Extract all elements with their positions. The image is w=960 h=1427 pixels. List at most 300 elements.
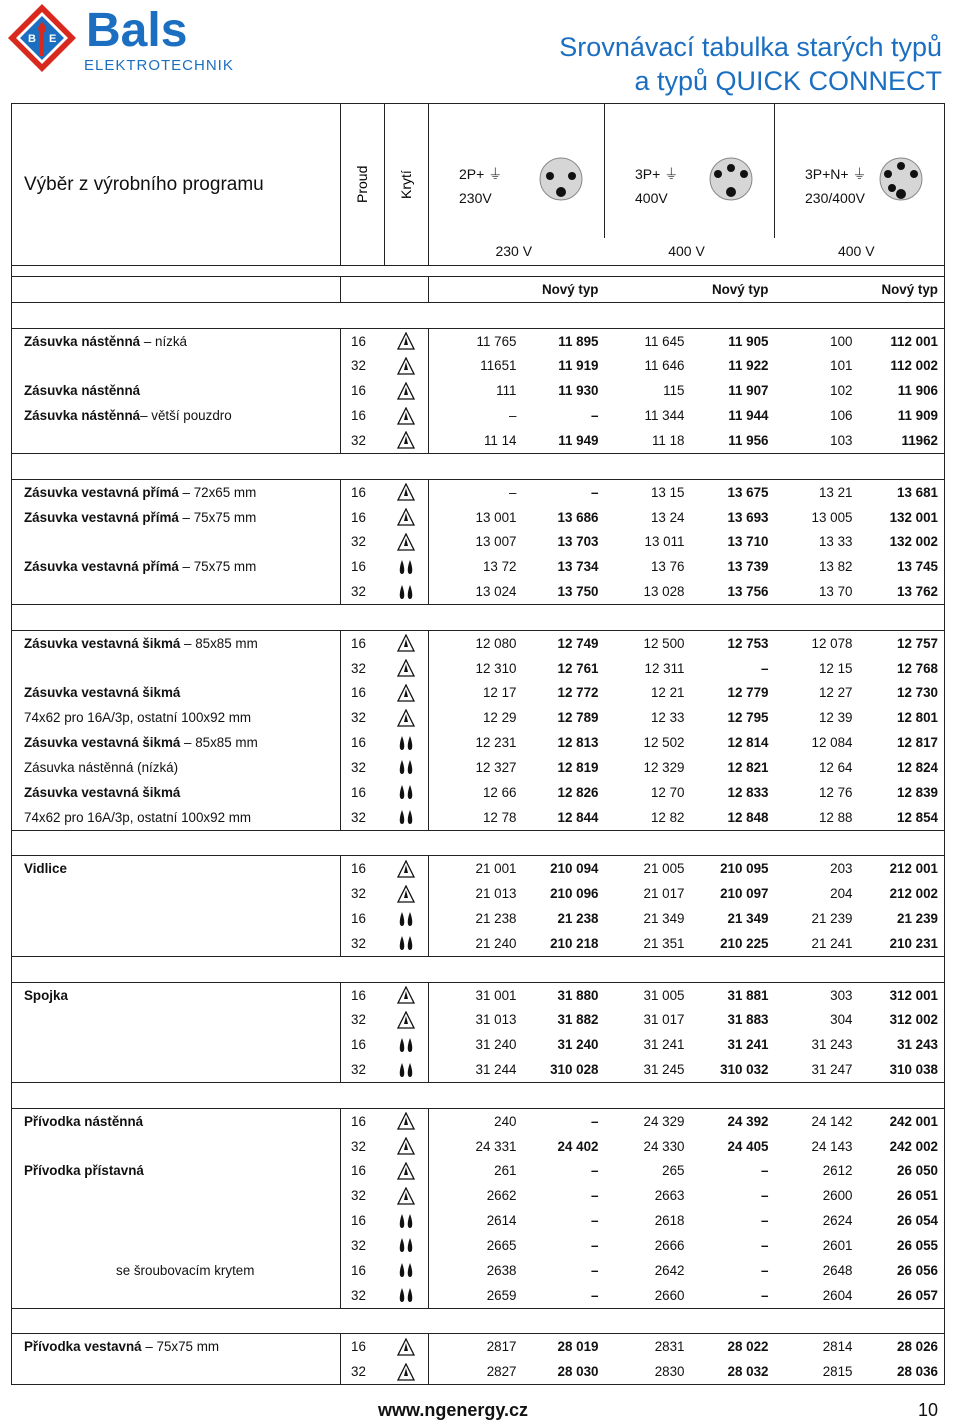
new-type-number: 12 761 bbox=[557, 660, 599, 676]
row-description: Přívodka nástěnná bbox=[12, 1108, 341, 1133]
table-row bbox=[12, 403, 945, 428]
new-type-number: 210 094 bbox=[550, 861, 599, 877]
section-divider bbox=[12, 302, 945, 328]
new-type-number: 28 026 bbox=[859, 1334, 945, 1359]
group-poles: 3P+N+ ⏚ bbox=[805, 165, 867, 182]
splash-proof-icon bbox=[397, 1112, 415, 1130]
row-description bbox=[12, 579, 341, 604]
splash-proof-icon bbox=[397, 357, 415, 375]
old-type-number: 12 82 bbox=[650, 809, 685, 825]
new-type-number: 12 795 bbox=[727, 710, 769, 726]
old-type-number: 24 143 bbox=[811, 1138, 853, 1154]
new-type-3: Nový typ bbox=[859, 277, 945, 303]
new-type-number: 112 001 bbox=[859, 328, 945, 353]
splash-proof-icon bbox=[397, 483, 415, 501]
old-type-number: 11 646 bbox=[644, 358, 685, 374]
new-type-number: 28 030 bbox=[523, 1359, 605, 1384]
current-cell: 16 bbox=[341, 906, 385, 931]
new-type-number: 31 241 bbox=[727, 1037, 769, 1053]
socket-face-icon bbox=[878, 156, 924, 202]
title-line-1: Srovnávací tabulka starých typů bbox=[559, 32, 942, 62]
current-cell: 32 bbox=[341, 1359, 385, 1384]
section-divider bbox=[12, 453, 945, 479]
table-row bbox=[12, 881, 945, 906]
current-cell: 32 bbox=[341, 1007, 385, 1032]
new-type-number: 13 681 bbox=[859, 479, 945, 504]
new-type-number: 13 686 bbox=[557, 509, 599, 525]
old-type-number: 2660 bbox=[654, 1287, 685, 1303]
volt-400b: 400 V bbox=[775, 238, 945, 266]
new-type-number: 210 096 bbox=[550, 886, 599, 902]
current-cell: 32 bbox=[341, 428, 385, 453]
new-type-number: 242 002 bbox=[859, 1134, 945, 1159]
new-type-number: 11 930 bbox=[558, 383, 599, 399]
old-type-number: 2666 bbox=[654, 1237, 685, 1253]
volt-230: 230 V bbox=[429, 238, 605, 266]
new-type-number: 21 238 bbox=[557, 911, 599, 927]
current-cell: 32 bbox=[341, 1233, 385, 1258]
current-cell: 32 bbox=[341, 931, 385, 956]
row-description bbox=[12, 1283, 341, 1308]
old-type-number: 21 001 bbox=[429, 856, 523, 881]
volt-400a: 400 V bbox=[668, 243, 705, 260]
old-type-number: 2830 bbox=[605, 1359, 691, 1384]
kryti-header bbox=[385, 104, 429, 266]
new-type-number: 26 050 bbox=[859, 1159, 945, 1184]
new-type-number: 26 051 bbox=[859, 1183, 945, 1208]
new-type-number: 12 749 bbox=[557, 635, 599, 651]
old-type-number: 2601 bbox=[822, 1237, 853, 1253]
old-type-number: 11 18 bbox=[651, 432, 685, 448]
old-type-number: 31 243 bbox=[811, 1037, 853, 1053]
new-type-number: 28 032 bbox=[691, 1359, 775, 1384]
old-type-number: 12 17 bbox=[429, 681, 523, 706]
new-type-number: 26 055 bbox=[859, 1233, 945, 1258]
old-type-number: 2638 bbox=[429, 1258, 523, 1283]
footer-url: www.ngenergy.cz bbox=[378, 1400, 529, 1420]
old-type-number: 12 66 bbox=[429, 780, 523, 805]
current-cell: 16 bbox=[341, 479, 385, 504]
splash-proof-icon bbox=[397, 431, 415, 449]
comparison-table bbox=[11, 103, 945, 1385]
new-type-number: 12 814 bbox=[727, 735, 769, 751]
splash-proof-icon bbox=[397, 407, 415, 425]
water-jet-icon bbox=[397, 934, 415, 952]
old-type-number: 2659 bbox=[429, 1283, 523, 1308]
group-poles: 3P+ ⏚ bbox=[635, 165, 679, 182]
current-cell: 32 bbox=[341, 529, 385, 554]
current-cell: 32 bbox=[341, 805, 385, 830]
new-type-number: 210 097 bbox=[720, 886, 769, 902]
old-type-number: 24 331 bbox=[429, 1134, 523, 1159]
new-type-number: 11 944 bbox=[728, 408, 769, 424]
new-type-number: 212 002 bbox=[859, 881, 945, 906]
old-type-number: 12 078 bbox=[811, 635, 853, 651]
old-type-number: 31 240 bbox=[429, 1032, 523, 1057]
new-type-number: 312 001 bbox=[859, 982, 945, 1007]
splash-proof-icon bbox=[397, 382, 415, 400]
new-type-number: – bbox=[591, 408, 599, 424]
table-row bbox=[12, 1159, 945, 1184]
old-type-number: 12 231 bbox=[429, 730, 523, 755]
new-type-number: – bbox=[761, 1163, 769, 1179]
table-row bbox=[12, 1283, 945, 1308]
new-type-number: – bbox=[591, 1213, 599, 1229]
splash-proof-icon bbox=[397, 885, 415, 903]
old-type-number: 13 001 bbox=[429, 505, 523, 530]
row-description bbox=[12, 354, 341, 379]
new-type-number: 212 001 bbox=[859, 856, 945, 881]
page-title bbox=[559, 30, 942, 98]
new-type-number: 28 022 bbox=[727, 1339, 769, 1355]
water-jet-icon bbox=[397, 1286, 415, 1304]
old-type-number: 12 76 bbox=[818, 784, 853, 800]
logo-name: Bals bbox=[86, 4, 188, 57]
old-type-number: 103 bbox=[830, 432, 853, 448]
current-cell: 16 bbox=[341, 554, 385, 579]
old-type-number: 2814 bbox=[822, 1339, 853, 1355]
new-type-number: 24 402 bbox=[557, 1138, 599, 1154]
old-type-number: 13 76 bbox=[650, 559, 685, 575]
table-row bbox=[12, 755, 945, 780]
old-type-number: 21 240 bbox=[429, 931, 523, 956]
new-type-number: – bbox=[591, 484, 599, 500]
current-cell: 16 bbox=[341, 1334, 385, 1359]
new-type-number: 310 028 bbox=[550, 1062, 599, 1078]
old-type-number: 21 239 bbox=[811, 911, 853, 927]
old-type-number: 2604 bbox=[822, 1287, 853, 1303]
new-type-number: 31 240 bbox=[557, 1037, 599, 1053]
old-type-number: 13 005 bbox=[811, 509, 853, 525]
table-row bbox=[12, 428, 945, 453]
current-cell: 32 bbox=[341, 354, 385, 379]
row-description: 74x62 pro 16A/3p, ostatní 100x92 mm bbox=[12, 705, 341, 730]
row-description bbox=[12, 1032, 341, 1057]
table-row bbox=[12, 630, 945, 655]
old-type-number: 31 245 bbox=[643, 1062, 685, 1078]
old-type-number: 12 64 bbox=[818, 759, 853, 775]
splash-proof-icon bbox=[397, 659, 415, 677]
old-type-number: 13 24 bbox=[650, 509, 685, 525]
current-cell: 16 bbox=[341, 630, 385, 655]
row-description bbox=[12, 428, 341, 453]
logo-badge-left: B bbox=[28, 33, 36, 45]
table-row bbox=[12, 328, 945, 353]
row-description bbox=[12, 1208, 341, 1233]
old-type-number: 11651 bbox=[429, 354, 523, 379]
kryti-label: Krytí bbox=[397, 169, 414, 199]
new-type-number: – bbox=[761, 1237, 769, 1253]
old-type-number: 13 024 bbox=[429, 579, 523, 604]
new-type-number: 210 225 bbox=[720, 935, 769, 951]
table-row bbox=[12, 730, 945, 755]
old-type-number: 24 330 bbox=[643, 1138, 685, 1154]
new-type-number: 28 019 bbox=[557, 1339, 599, 1355]
new-type-number: 28 036 bbox=[859, 1359, 945, 1384]
new-type-number: 12 819 bbox=[557, 759, 599, 775]
new-type-number: 12 768 bbox=[859, 656, 945, 681]
new-type-number: 13 762 bbox=[859, 579, 945, 604]
group-2p bbox=[429, 104, 605, 238]
program-header: Výběr z výrobního programu bbox=[12, 104, 341, 266]
row-description: se šroubovacím krytem bbox=[12, 1258, 341, 1283]
row-description: Přívodka přístavná bbox=[12, 1159, 341, 1184]
old-type-number: 304 bbox=[830, 1012, 853, 1028]
splash-proof-icon bbox=[397, 1187, 415, 1205]
new-type-number: 24 392 bbox=[727, 1113, 769, 1129]
table-row bbox=[12, 805, 945, 830]
old-type-number: 2815 bbox=[775, 1359, 859, 1384]
new-type-number: 13 750 bbox=[557, 584, 599, 600]
table-row bbox=[12, 1007, 945, 1032]
new-type-number: 12 779 bbox=[727, 685, 769, 701]
current-cell: 32 bbox=[341, 1183, 385, 1208]
new-type-number: 12 801 bbox=[859, 705, 945, 730]
logo-sub: ELEKTROTECHNIK bbox=[84, 57, 234, 74]
splash-proof-icon bbox=[397, 634, 415, 652]
table-row bbox=[12, 554, 945, 579]
old-type-number: 21 349 bbox=[643, 911, 685, 927]
table-row bbox=[12, 1208, 945, 1233]
new-type-number: 11 956 bbox=[728, 432, 769, 448]
section-divider bbox=[12, 956, 945, 982]
old-type-number: 12 33 bbox=[650, 710, 685, 726]
old-type-number: 21 241 bbox=[811, 935, 853, 951]
bals-logo bbox=[4, 0, 254, 78]
new-type-1: Nový typ bbox=[541, 281, 599, 297]
new-type-number: – bbox=[591, 1237, 599, 1253]
socket-face-icon bbox=[538, 156, 584, 202]
section-divider bbox=[12, 830, 945, 856]
row-description: 74x62 pro 16A/3p, ostatní 100x92 mm bbox=[12, 805, 341, 830]
old-type-number: 31 013 bbox=[429, 1007, 523, 1032]
old-type-number: 31 247 bbox=[811, 1062, 853, 1078]
old-type-number: 240 bbox=[429, 1108, 523, 1133]
old-type-number: 2662 bbox=[429, 1183, 523, 1208]
row-description bbox=[12, 529, 341, 554]
new-type-number: – bbox=[591, 1113, 599, 1129]
current-cell: 32 bbox=[341, 755, 385, 780]
new-type-number: 210 231 bbox=[859, 931, 945, 956]
row-description: Zásuvka vestavná přímá – 75x75 mm bbox=[12, 505, 341, 530]
water-jet-icon bbox=[397, 558, 415, 576]
proud-label: Proud bbox=[353, 165, 370, 203]
table-row bbox=[12, 656, 945, 681]
table-row bbox=[12, 1032, 945, 1057]
old-type-number: 31 241 bbox=[643, 1037, 685, 1053]
new-type-number: – bbox=[761, 1262, 769, 1278]
water-jet-icon bbox=[397, 910, 415, 928]
old-type-number: 31 244 bbox=[429, 1057, 523, 1082]
new-type-number: – bbox=[591, 1163, 599, 1179]
row-description: Zásuvka nástěnná– větší pouzdro bbox=[12, 403, 341, 428]
table-row bbox=[12, 354, 945, 379]
old-type-number: 13 21 bbox=[818, 484, 853, 500]
new-type-number: 11 895 bbox=[558, 333, 599, 349]
new-type-number: 26 057 bbox=[859, 1283, 945, 1308]
old-type-number: 21 005 bbox=[643, 861, 685, 877]
old-type-number: 13 72 bbox=[429, 554, 523, 579]
old-type-number: 24 142 bbox=[811, 1113, 853, 1129]
old-type-number: 102 bbox=[830, 383, 853, 399]
old-type-number: 111 bbox=[429, 378, 523, 403]
water-jet-icon bbox=[397, 1036, 415, 1054]
water-jet-icon bbox=[397, 1236, 415, 1254]
old-type-number: 11 344 bbox=[644, 408, 685, 424]
old-type-number: 265 bbox=[662, 1163, 685, 1179]
old-type-number: 12 29 bbox=[429, 705, 523, 730]
old-type-number: 13 82 bbox=[818, 559, 853, 575]
group-voltage: 400V bbox=[635, 189, 668, 206]
table-row bbox=[12, 1108, 945, 1133]
splash-proof-icon bbox=[397, 684, 415, 702]
old-type-number: 24 329 bbox=[643, 1113, 685, 1129]
water-jet-icon bbox=[397, 758, 415, 776]
table-row bbox=[12, 906, 945, 931]
new-type-number: 210 218 bbox=[550, 935, 599, 951]
old-type-number: 13 007 bbox=[429, 529, 523, 554]
splash-proof-icon bbox=[397, 709, 415, 727]
old-type-number: 31 017 bbox=[643, 1012, 685, 1028]
new-type-number: 12 844 bbox=[557, 809, 599, 825]
new-type-number: 31 880 bbox=[557, 987, 599, 1003]
splash-proof-icon bbox=[397, 332, 415, 350]
new-type-number: 132 001 bbox=[859, 505, 945, 530]
current-cell: 16 bbox=[341, 780, 385, 805]
old-type-number: 31 001 bbox=[429, 982, 523, 1007]
old-type-number: 2827 bbox=[429, 1359, 523, 1384]
new-type-number: 26 054 bbox=[859, 1208, 945, 1233]
group-3pn bbox=[775, 104, 945, 238]
new-type-number: 31 882 bbox=[557, 1012, 599, 1028]
group-3p bbox=[605, 104, 775, 238]
old-type-number: 106 bbox=[830, 408, 853, 424]
table-row bbox=[12, 681, 945, 706]
row-description: Zásuvka vestavná šikmá – 85x85 mm bbox=[12, 630, 341, 655]
old-type-number: 12 329 bbox=[643, 759, 685, 775]
new-type-number: 12 753 bbox=[727, 635, 769, 651]
new-type-number: 11 949 bbox=[558, 432, 599, 448]
old-type-number: 2624 bbox=[822, 1213, 853, 1229]
old-type-number: 101 bbox=[830, 358, 853, 374]
old-type-number: 2665 bbox=[429, 1233, 523, 1258]
table-row bbox=[12, 378, 945, 403]
old-type-number: 13 15 bbox=[650, 484, 685, 500]
old-type-number: – bbox=[429, 403, 523, 428]
current-cell: 16 bbox=[341, 730, 385, 755]
splash-proof-icon bbox=[397, 1137, 415, 1155]
table-row bbox=[12, 780, 945, 805]
new-type-number: 31 883 bbox=[727, 1012, 769, 1028]
old-type-number: 2600 bbox=[822, 1188, 853, 1204]
old-type-number: 11 765 bbox=[429, 328, 523, 353]
old-type-number: 13 33 bbox=[818, 534, 853, 550]
new-type-number: 12 833 bbox=[727, 784, 769, 800]
row-description: Zásuvka nástěnná – nízká bbox=[12, 328, 341, 353]
new-type-number: 24 405 bbox=[727, 1138, 769, 1154]
new-type-number: – bbox=[761, 1287, 769, 1303]
new-type-number: 12 730 bbox=[859, 681, 945, 706]
current-cell: 32 bbox=[341, 881, 385, 906]
title-line-2: a typů QUICK CONNECT bbox=[634, 66, 942, 96]
old-type-number: 12 15 bbox=[818, 660, 853, 676]
new-type-number: 12 848 bbox=[727, 809, 769, 825]
new-type-number: 11 919 bbox=[558, 358, 599, 374]
new-type-number: 13 703 bbox=[557, 534, 599, 550]
old-type-number: 21 238 bbox=[429, 906, 523, 931]
new-type-number: 12 854 bbox=[859, 805, 945, 830]
splash-proof-icon bbox=[397, 1162, 415, 1180]
new-type-number: – bbox=[761, 660, 769, 676]
water-jet-icon bbox=[397, 734, 415, 752]
table-row bbox=[12, 505, 945, 530]
new-type-number: – bbox=[591, 1188, 599, 1204]
new-type-number: 210 095 bbox=[720, 861, 769, 877]
splash-proof-icon bbox=[397, 1338, 415, 1356]
table-row bbox=[12, 1233, 945, 1258]
new-type-number: 21 349 bbox=[727, 911, 769, 927]
row-description bbox=[12, 1359, 341, 1384]
old-type-number: 11 14 bbox=[429, 428, 523, 453]
splash-proof-icon bbox=[397, 860, 415, 878]
old-type-number: 2648 bbox=[822, 1262, 853, 1278]
new-type-number: 12 757 bbox=[859, 630, 945, 655]
table-row bbox=[12, 1258, 945, 1283]
new-type-number: 12 772 bbox=[557, 685, 599, 701]
row-description bbox=[12, 1183, 341, 1208]
old-type-number: 12 27 bbox=[818, 685, 853, 701]
old-type-number: 261 bbox=[429, 1159, 523, 1184]
new-type-number: – bbox=[761, 1188, 769, 1204]
new-type-number: 12 821 bbox=[727, 759, 769, 775]
new-type-number: 13 756 bbox=[727, 584, 769, 600]
section-divider bbox=[12, 604, 945, 630]
water-jet-icon bbox=[397, 1212, 415, 1230]
table-row bbox=[12, 1134, 945, 1159]
current-cell: 16 bbox=[341, 328, 385, 353]
new-type-number: 26 056 bbox=[859, 1258, 945, 1283]
current-cell: 16 bbox=[341, 681, 385, 706]
current-cell: 32 bbox=[341, 579, 385, 604]
row-description: Zásuvka nástěnná (nízká) bbox=[12, 755, 341, 780]
old-type-number: 12 310 bbox=[429, 656, 523, 681]
splash-proof-icon bbox=[397, 986, 415, 1004]
current-cell: 16 bbox=[341, 856, 385, 881]
old-type-number: 11 645 bbox=[644, 333, 685, 349]
table-row bbox=[12, 1334, 945, 1359]
old-type-number: 12 21 bbox=[650, 685, 685, 701]
new-type-number: 13 745 bbox=[859, 554, 945, 579]
logo-badge-right: E bbox=[49, 33, 57, 45]
old-type-number: 12 500 bbox=[643, 635, 685, 651]
table-row bbox=[12, 1183, 945, 1208]
table-row bbox=[12, 579, 945, 604]
splash-proof-icon bbox=[397, 1363, 415, 1381]
old-type-number: 13 028 bbox=[643, 584, 685, 600]
water-jet-icon bbox=[397, 1261, 415, 1279]
group-poles: 2P+ ⏚ bbox=[459, 165, 503, 182]
current-cell: 16 bbox=[341, 378, 385, 403]
current-cell: 32 bbox=[341, 705, 385, 730]
row-description bbox=[12, 1134, 341, 1159]
new-type-number: 13 675 bbox=[727, 484, 769, 500]
current-cell: 16 bbox=[341, 1032, 385, 1057]
row-description: Spojka bbox=[12, 982, 341, 1007]
row-description: Vidlice bbox=[12, 856, 341, 881]
old-type-number: 12 39 bbox=[818, 710, 853, 726]
old-type-number: 12 88 bbox=[818, 809, 853, 825]
new-type-number: 242 001 bbox=[859, 1108, 945, 1133]
